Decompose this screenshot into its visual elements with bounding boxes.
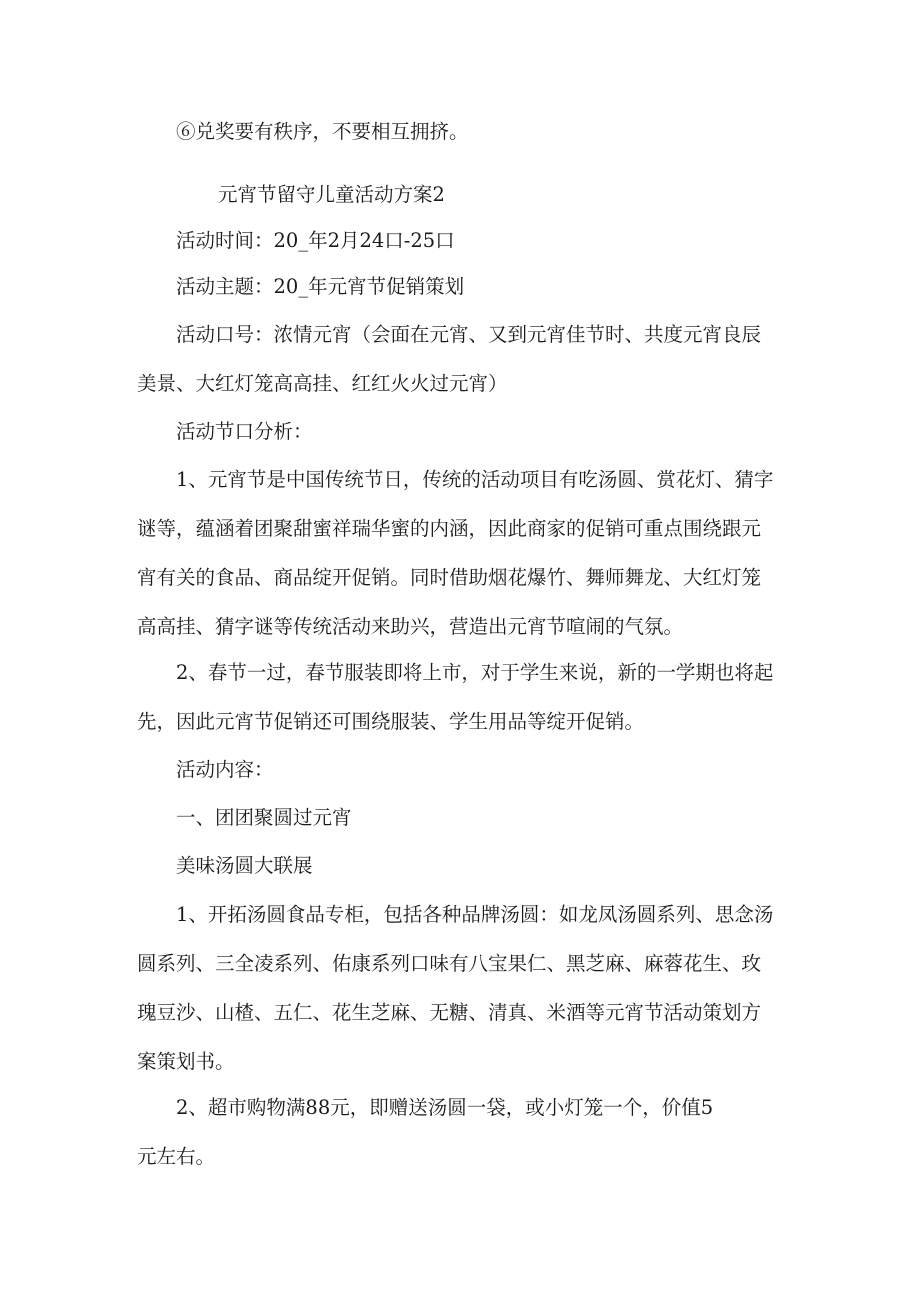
text-line: 活动口号：浓情元宵（会面在元宵、又到元宵佳节时、共度元宵良辰 (176, 323, 762, 346)
item-2 (137, 1083, 797, 1181)
text-line: 活动节口分析： (176, 420, 313, 443)
text-line: 先，因此元宵节促销还可围绕服装、学生用品等绽开促销。 (137, 710, 645, 733)
festival-analysis-heading (137, 407, 836, 456)
text-line: ⑥兑奖要有秩序，不要相互拥挤。 (176, 120, 469, 143)
section-title: 元宵节留守儿童活动方案2 (218, 183, 445, 206)
text-line: 一、团团聚圆过元宵 (176, 806, 352, 829)
part-1-title (137, 793, 836, 842)
text-line: 活动主题：20_年元宵节促销策划 (176, 275, 465, 298)
paragraph-2 (137, 648, 797, 746)
text-line: 1、元宵节是中国传统节日，传统的活动项目有吃汤圆、赏花灯、猜字 (176, 468, 774, 491)
item-1 (137, 890, 797, 1086)
text-line: 2、超市购物满88元，即赠送汤圆一袋，或小灯笼一个，价值5 (176, 1096, 714, 1119)
activity-slogan (137, 310, 797, 408)
text-line: 元左右。 (137, 1145, 216, 1168)
text-line: 1、开拓汤圆食品专柜，包括各种品牌汤圆：如龙凤汤圆系列、思念汤 (176, 903, 774, 926)
activity-theme (137, 262, 836, 311)
text-line: 美味汤圆大联展 (176, 854, 313, 877)
activity-time (137, 216, 836, 265)
text-line: 美景、大红灯笼高高挂、红红火火过元宵） (137, 372, 508, 395)
text-line: 宵有关的食品、商品绽开促销。同时借助烟花爆竹、舞师舞龙、大红灯笼 (137, 566, 762, 589)
text-line: 活动时间：20_年2月24口-25口 (176, 229, 455, 252)
paragraph-prize-order (137, 107, 836, 156)
activity-content-heading (137, 745, 836, 794)
text-line: 高高挂、猜字谜等传统活动来助兴，营造出元宵节喧闹的气氛。 (137, 615, 684, 638)
paragraph-1 (137, 455, 797, 651)
subtitle (137, 841, 836, 890)
text-line: 案策划书。 (137, 1050, 235, 1073)
text-line: 谜等，蕴涵着团聚甜蜜祥瑞华蜜的内涵，因此商家的促销可重点围绕跟元 (137, 517, 762, 540)
text-line: 瑰豆沙、山楂、五仁、花生芝麻、无糖、清真、米酒等元宵节活动策划方 (137, 1001, 762, 1024)
text-line: 圆系列、三全凌系列、佑康系列口味有八宝果仁、黑芝麻、麻蓉花生、玫 (137, 952, 762, 975)
text-line: 2、春节一过，春节服装即将上市，对于学生来说，新的一学期也将起 (176, 661, 774, 684)
text-line: 活动内容： (176, 758, 274, 781)
